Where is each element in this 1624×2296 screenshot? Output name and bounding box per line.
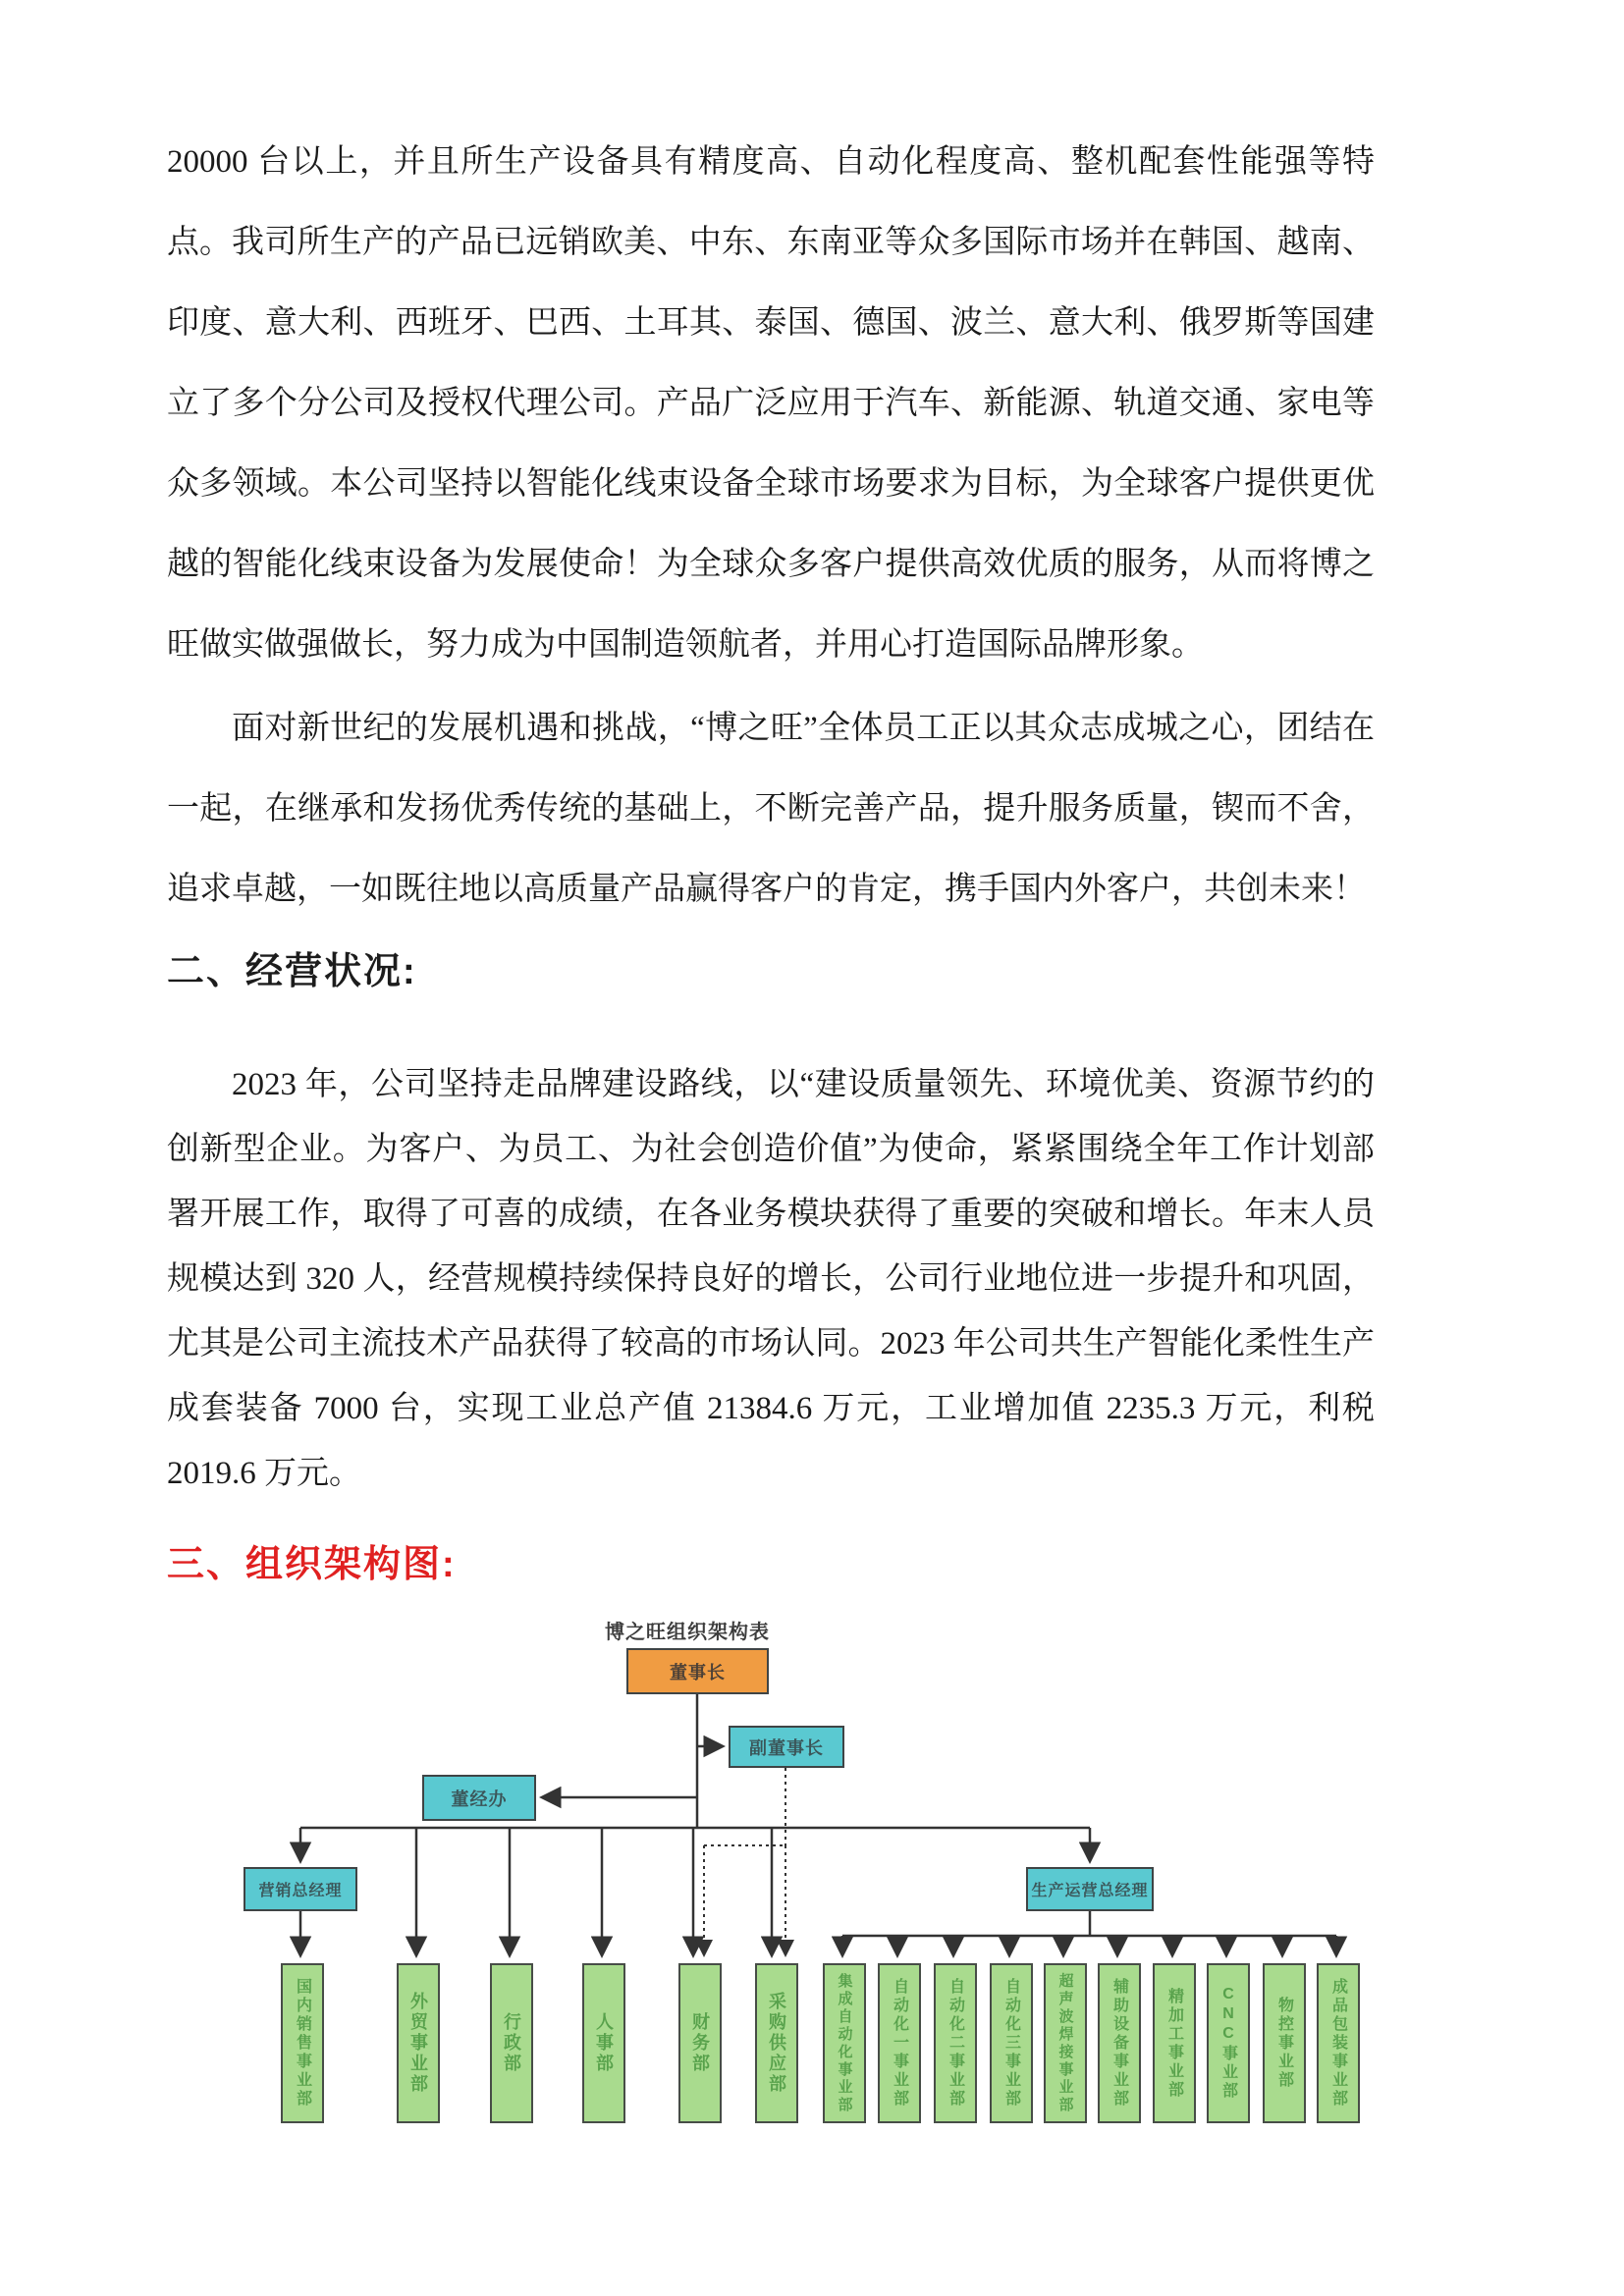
paragraph-equipment-features: 20000 台以上，并且所生产设备具有精度高、自动化程度高、整机配套性能强等特点。 [167, 144, 1375, 260]
org-chart [137, 1610, 1443, 2130]
paragraph-2023-performance: 2023 年，公司坚持走品牌建设路线，以“建设质量领先、环境优美、资源节约的创新型企业。为客户、为员工、为社会创造价值”为使命，紧紧围绕全年工作计划部署开展工作，取得了可喜的成绩，在各业务模块获得了重要的突破和增长。年末人员规模达到 320 人，经营规模持续保持良好的增长，公司行业地位进一步提升和巩固，尤其是公司主流技术产品获得了较高的市场认同。2023 年公司共生产智能化柔性生产成套装备 7000 台，实现工业总产值 21384.6 万元，工业增加值 2235.3 万元，利税 2019.6 万元。 [167, 1067, 1375, 1491]
org-dept-precision-machining: 精加工事业部 [1153, 1963, 1196, 2123]
org-dept-integrated-automation: 集成自动化事业部 [823, 1963, 866, 2123]
org-dept-finance: 财务部 [678, 1963, 722, 2123]
paragraph-global-markets: 我司所生产的产品已远销欧美、中东、东南亚等众多国际市场并在韩国、越南、印度、意大利、西班牙、巴西、土耳其、泰国、德国、波兰、意大利、俄罗斯等国建立了多个分公司及授权代理公司。产品广泛应用于汽车、新能源、轨道交通、家电等众多领域。本公司坚持以智能化线束设备全球市场要求为目标，为全球客户提供更优越的智能化线束设备为发展使命！为全球众多客户提供高效优质的服务，从而将博之旺做实做强做长，努力成为中国制造领航者，并用心打造国际品牌形象。 [167, 225, 1375, 663]
org-dept-automation-3: 自动化三事业部 [990, 1963, 1033, 2123]
org-node-board-office: 董经办 [422, 1775, 536, 1821]
org-node-vice-chairman: 副董事长 [729, 1726, 844, 1768]
org-dept-material-control: 物控事业部 [1263, 1963, 1306, 2123]
org-chart-title: 博之旺组织架构表 [605, 1622, 770, 1643]
paragraph-new-century: 面对新世纪的发展机遇和挑战，“博之旺”全体员工正以其众志成城之心，团结在一起，在继承和发扬优秀传统的基础上，不断完善产品，提升服务质量，锲而不舍，追求卓越，一如既往地以高质量产品赢得客户的肯定，携手国内外客户，共创未来！ [167, 711, 1375, 907]
org-dept-procurement: 采购供应部 [755, 1963, 798, 2123]
org-dept-automation-2: 自动化二事业部 [934, 1963, 977, 2123]
org-dept-foreign-trade: 外贸事业部 [397, 1963, 440, 2123]
org-dept-administration: 行政部 [490, 1963, 533, 2123]
org-dept-automation-1: 自动化一事业部 [878, 1963, 921, 2123]
org-node-production-gm: 生产运营总经理 [1026, 1867, 1154, 1911]
org-dept-hr: 人事部 [582, 1963, 625, 2123]
org-dept-ultrasonic-welding: 超声波焊接事业部 [1044, 1963, 1087, 2123]
org-node-marketing-gm: 营销总经理 [244, 1867, 357, 1911]
org-dept-domestic-sales: 国内销售事业部 [281, 1963, 324, 2123]
org-node-chairman: 董事长 [626, 1648, 769, 1694]
heading-business-status: 二、经营状况: [167, 951, 417, 992]
heading-org-chart: 三、组织架构图: [167, 1544, 457, 1585]
org-dept-cnc: CNC事业部 [1207, 1963, 1250, 2123]
org-dept-packaging: 成品包装事业部 [1317, 1963, 1360, 2123]
org-dept-auxiliary-equipment: 辅助设备事业部 [1098, 1963, 1141, 2123]
